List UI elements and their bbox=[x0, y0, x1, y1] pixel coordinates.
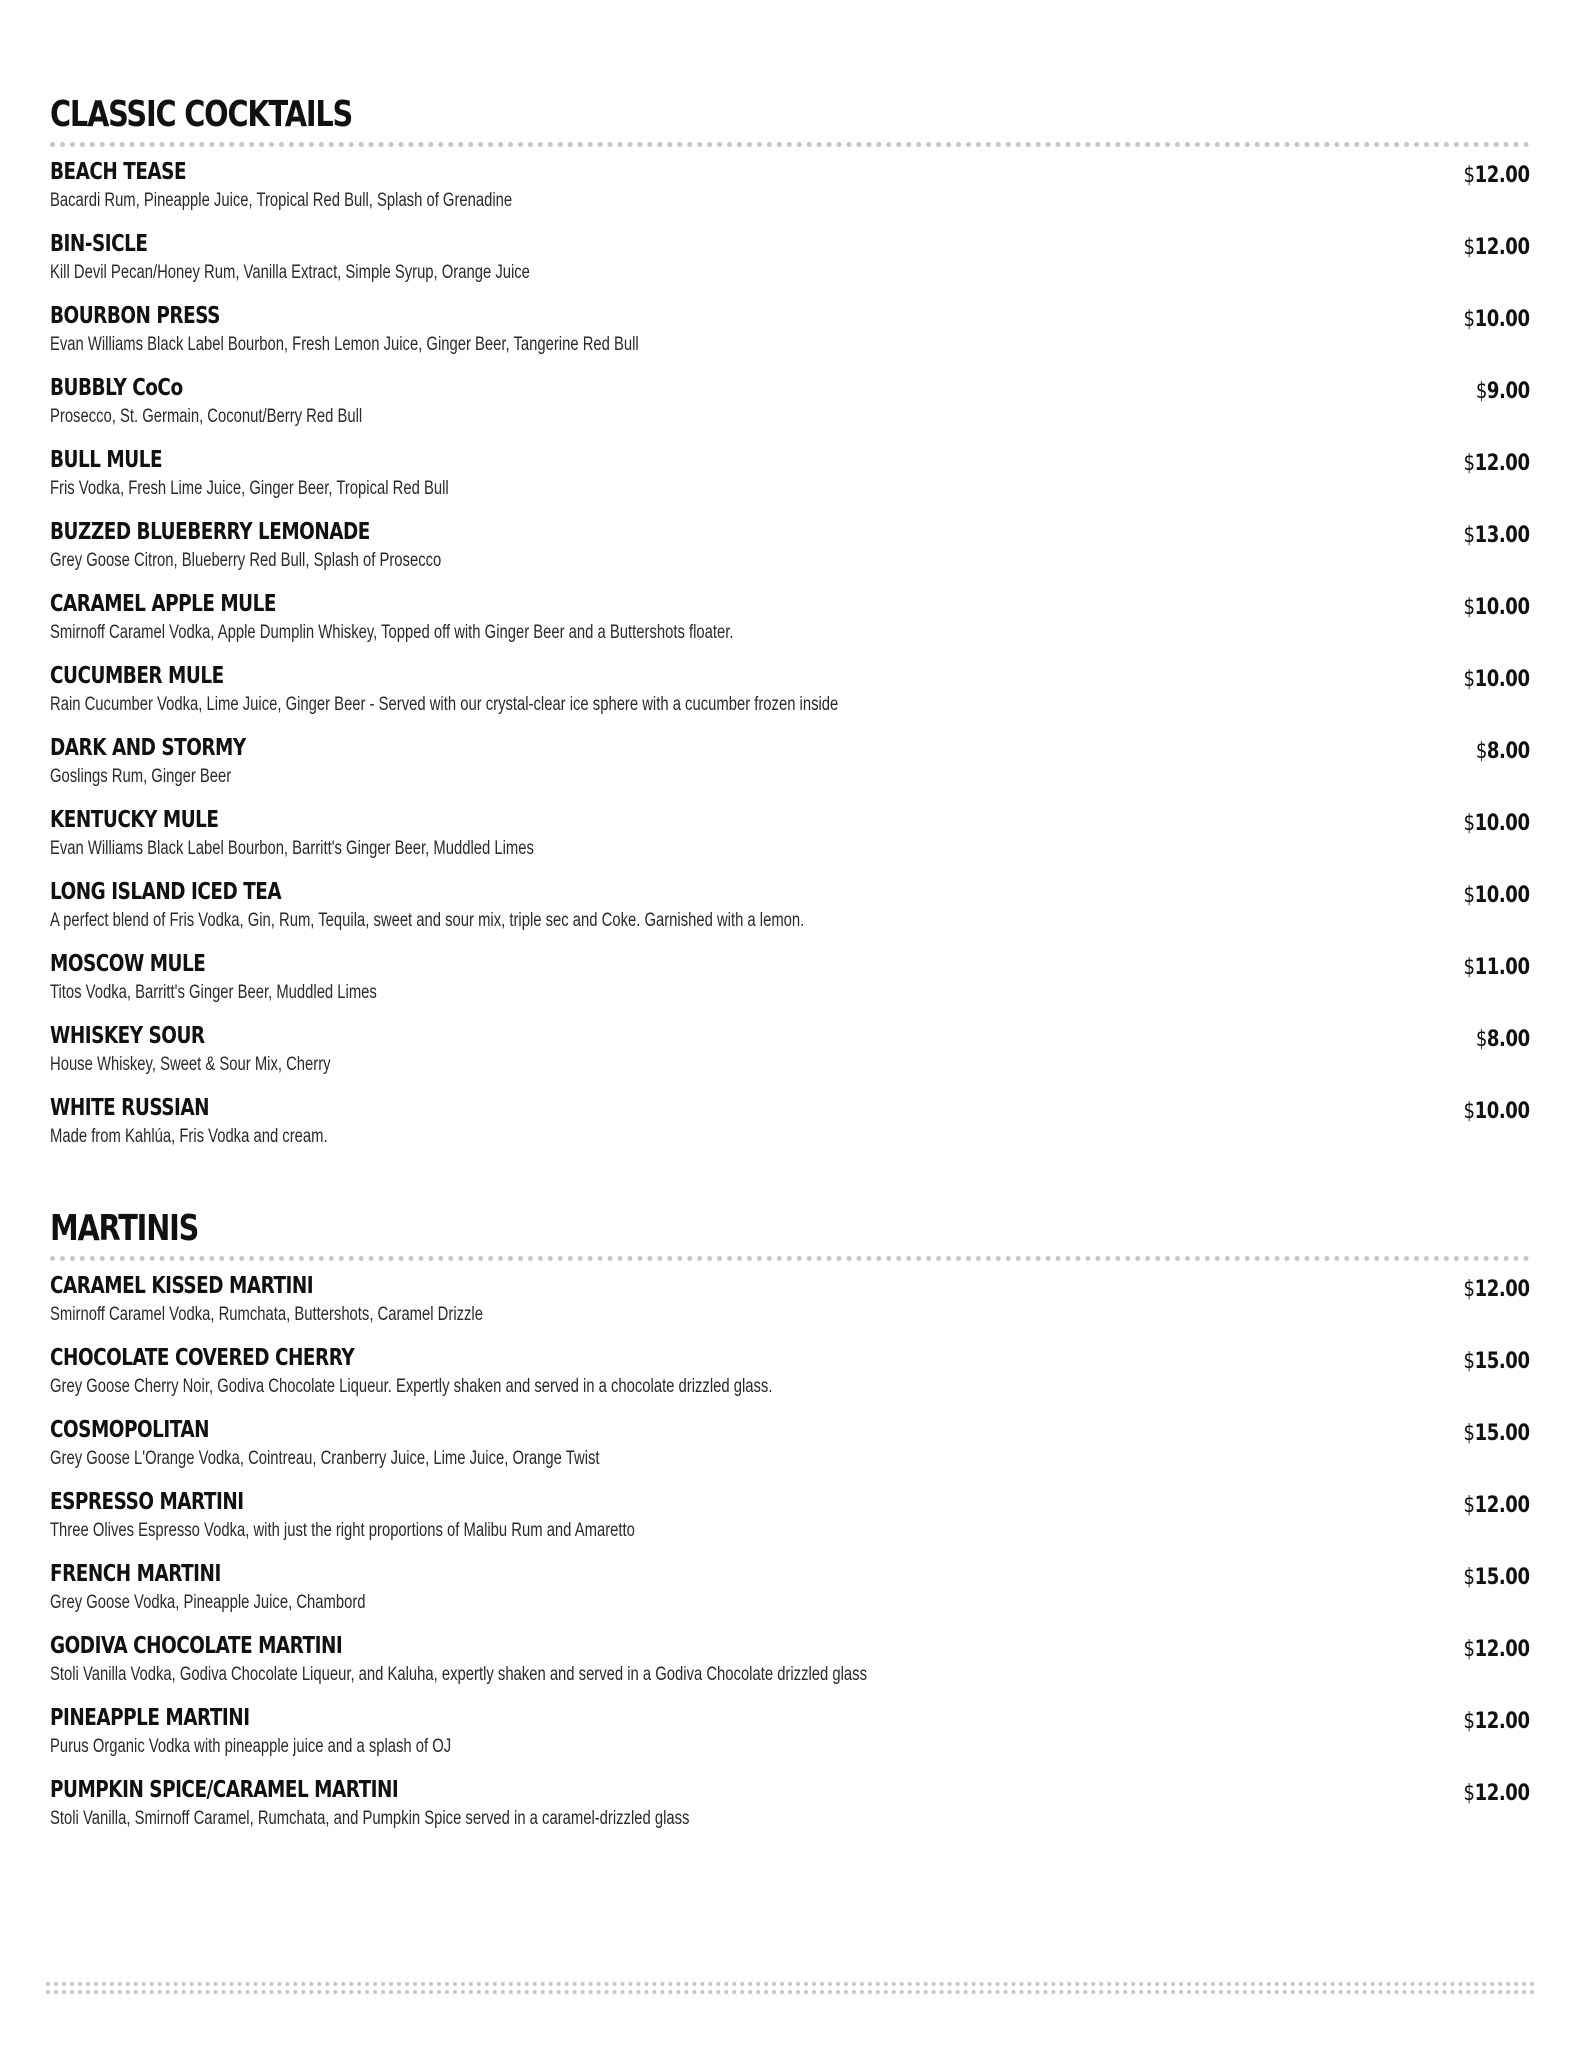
menu-item-price bbox=[1464, 161, 1530, 191]
menu-item-name: DARK AND STORMY bbox=[50, 735, 246, 761]
menu-item-name: KENTUCKY MULE bbox=[50, 807, 219, 833]
currency-symbol: $ bbox=[1463, 667, 1475, 692]
price-value: 12.00 bbox=[1474, 1709, 1530, 1734]
menu-item-name: PUMPKIN SPICE/CARAMEL MARTINI bbox=[50, 1777, 399, 1803]
menu-item-price bbox=[1464, 1419, 1530, 1449]
menu-item-name: BEACH TEASE bbox=[50, 159, 187, 185]
menu-item bbox=[50, 1487, 1530, 1559]
menu-item-name: CARAMEL APPLE MULE bbox=[50, 591, 276, 617]
menu-item-description: Stoli Vanilla, Smirnoff Caramel, Rumchata, and Pumpkin Spice served in a caramel-drizzled glass bbox=[50, 1808, 690, 1829]
menu-item-name: BIN-SICLE bbox=[50, 231, 148, 257]
menu-item-price bbox=[1464, 1491, 1530, 1521]
price-value: 12.00 bbox=[1474, 235, 1530, 260]
menu-item-price bbox=[1464, 449, 1530, 479]
menu-item-price bbox=[1464, 593, 1530, 623]
price-value: 12.00 bbox=[1474, 1637, 1530, 1662]
menu-item bbox=[50, 1631, 1530, 1703]
menu-item-name: CHOCOLATE COVERED CHERRY bbox=[50, 1345, 355, 1371]
menu-item-price bbox=[1464, 1275, 1530, 1305]
menu-item bbox=[50, 1021, 1530, 1093]
menu-item-description: Purus Organic Vodka with pineapple juice and a splash of OJ bbox=[50, 1736, 452, 1757]
menu-item-name: BUBBLY CoCo bbox=[50, 375, 183, 401]
menu-item-name: CUCUMBER MULE bbox=[50, 663, 224, 689]
menu-item-name: ESPRESSO MARTINI bbox=[50, 1489, 244, 1515]
price-value: 10.00 bbox=[1474, 811, 1530, 836]
menu-item bbox=[50, 1271, 1530, 1343]
menu-item-description: Stoli Vanilla Vodka, Godiva Chocolate Liqueur, and Kaluha, expertly shaken and served in a Godiva Chocolate drizzled glass bbox=[50, 1664, 867, 1685]
menu-item-description: Goslings Rum, Ginger Beer bbox=[50, 766, 232, 787]
section-title: CLASSIC COCKTAILS bbox=[50, 94, 353, 135]
menu-item bbox=[50, 1559, 1530, 1631]
menu-item-name: FRENCH MARTINI bbox=[50, 1561, 221, 1587]
section-divider bbox=[50, 1256, 1530, 1261]
menu-item-name: WHISKEY SOUR bbox=[50, 1023, 205, 1049]
price-value: 15.00 bbox=[1474, 1565, 1530, 1590]
menu-item-description: Rain Cucumber Vodka, Lime Juice, Ginger Beer - Served with our crystal-clear ice sphere with a cucumber frozen inside bbox=[50, 694, 839, 715]
menu-item-list bbox=[50, 1271, 1530, 1847]
menu-item bbox=[50, 805, 1530, 877]
martinis-section bbox=[50, 1206, 1530, 1847]
currency-symbol: $ bbox=[1463, 235, 1475, 260]
price-value: 12.00 bbox=[1474, 1277, 1530, 1302]
menu-item-price bbox=[1476, 737, 1530, 767]
currency-symbol: $ bbox=[1463, 1709, 1475, 1734]
currency-symbol: $ bbox=[1476, 1027, 1488, 1052]
currency-symbol: $ bbox=[1463, 955, 1475, 980]
currency-symbol: $ bbox=[1463, 523, 1475, 548]
menu-item-name: GODIVA CHOCOLATE MARTINI bbox=[50, 1633, 343, 1659]
price-value: 12.00 bbox=[1474, 1781, 1530, 1806]
currency-symbol: $ bbox=[1463, 1493, 1475, 1518]
menu-item bbox=[50, 589, 1530, 661]
currency-symbol: $ bbox=[1463, 595, 1475, 620]
price-value: 10.00 bbox=[1474, 1099, 1530, 1124]
price-value: 15.00 bbox=[1474, 1421, 1530, 1446]
currency-symbol: $ bbox=[1463, 163, 1475, 188]
menu-item bbox=[50, 517, 1530, 589]
price-value: 12.00 bbox=[1474, 451, 1530, 476]
menu-item bbox=[50, 301, 1530, 373]
footer-divider bbox=[46, 1982, 1536, 1986]
price-value: 11.00 bbox=[1474, 955, 1530, 980]
currency-symbol: $ bbox=[1463, 883, 1475, 908]
price-value: 10.00 bbox=[1474, 595, 1530, 620]
menu-item bbox=[50, 661, 1530, 733]
currency-symbol: $ bbox=[1463, 1099, 1475, 1124]
menu-item-price bbox=[1464, 1347, 1530, 1377]
menu-item bbox=[50, 1093, 1530, 1165]
price-value: 15.00 bbox=[1474, 1349, 1530, 1374]
menu-item-description: Prosecco, St. Germain, Coconut/Berry Red Bull bbox=[50, 406, 363, 427]
menu-item-description: Evan Williams Black Label Bourbon, Barritt's Ginger Beer, Muddled Limes bbox=[50, 838, 534, 859]
currency-symbol: $ bbox=[1476, 739, 1488, 764]
menu-item bbox=[50, 229, 1530, 301]
currency-symbol: $ bbox=[1476, 379, 1488, 404]
price-value: 12.00 bbox=[1474, 163, 1530, 188]
menu-item-price bbox=[1476, 1025, 1530, 1055]
menu-item-description: House Whiskey, Sweet & Sour Mix, Cherry bbox=[50, 1054, 331, 1075]
menu-item-name: CARAMEL KISSED MARTINI bbox=[50, 1273, 314, 1299]
menu-item bbox=[50, 877, 1530, 949]
menu-item bbox=[50, 1415, 1530, 1487]
menu-item-description: Bacardi Rum, Pineapple Juice, Tropical Red Bull, Splash of Grenadine bbox=[50, 190, 513, 211]
menu-item-price bbox=[1464, 305, 1530, 335]
menu-item-price bbox=[1464, 809, 1530, 839]
currency-symbol: $ bbox=[1463, 307, 1475, 332]
menu-item bbox=[50, 1703, 1530, 1775]
menu-item-description: Smirnoff Caramel Vodka, Apple Dumplin Whiskey, Topped off with Ginger Beer and a Buttershots floater. bbox=[50, 622, 734, 643]
menu-item-description: Three Olives Espresso Vodka, with just the right proportions of Malibu Rum and Amaretto bbox=[50, 1520, 635, 1541]
menu-item-price bbox=[1464, 881, 1530, 911]
menu-item-price bbox=[1464, 1097, 1530, 1127]
price-value: 9.00 bbox=[1487, 379, 1530, 404]
menu-item-description: Smirnoff Caramel Vodka, Rumchata, Buttershots, Caramel Drizzle bbox=[50, 1304, 483, 1325]
menu-item-name: WHITE RUSSIAN bbox=[50, 1095, 210, 1121]
currency-symbol: $ bbox=[1463, 451, 1475, 476]
currency-symbol: $ bbox=[1463, 811, 1475, 836]
menu-item-name: BULL MULE bbox=[50, 447, 163, 473]
menu-item-name: LONG ISLAND ICED TEA bbox=[50, 879, 282, 905]
menu-item-price bbox=[1464, 1635, 1530, 1665]
menu-item-list bbox=[50, 157, 1530, 1165]
price-value: 13.00 bbox=[1474, 523, 1530, 548]
menu-item-name: COSMOPOLITAN bbox=[50, 1417, 210, 1443]
currency-symbol: $ bbox=[1463, 1277, 1475, 1302]
price-value: 10.00 bbox=[1474, 883, 1530, 908]
price-value: 10.00 bbox=[1474, 667, 1530, 692]
menu-item-description: Grey Goose L'Orange Vodka, Cointreau, Cranberry Juice, Lime Juice, Orange Twist bbox=[50, 1448, 600, 1469]
menu-item-name: PINEAPPLE MARTINI bbox=[50, 1705, 250, 1731]
menu-item-price bbox=[1476, 377, 1530, 407]
menu-item-price bbox=[1464, 1779, 1530, 1809]
currency-symbol: $ bbox=[1463, 1349, 1475, 1374]
menu-item-price bbox=[1464, 233, 1530, 263]
menu-item-description: A perfect blend of Fris Vodka, Gin, Rum, Tequila, sweet and sour mix, triple sec and Coke. Garnished with a lemon. bbox=[50, 910, 805, 931]
currency-symbol: $ bbox=[1463, 1565, 1475, 1590]
menu-item-description: Titos Vodka, Barritt's Ginger Beer, Muddled Limes bbox=[50, 982, 377, 1003]
currency-symbol: $ bbox=[1463, 1781, 1475, 1806]
menu-item-description: Grey Goose Citron, Blueberry Red Bull, Splash of Prosecco bbox=[50, 550, 442, 571]
classic-cocktails-section bbox=[50, 92, 1530, 1165]
menu-item-description: Grey Goose Vodka, Pineapple Juice, Chambord bbox=[50, 1592, 366, 1613]
menu-item-price bbox=[1464, 665, 1530, 695]
menu-item-name: BOURBON PRESS bbox=[50, 303, 220, 329]
menu-item-description: Evan Williams Black Label Bourbon, Fresh Lemon Juice, Ginger Beer, Tangerine Red Bull bbox=[50, 334, 639, 355]
menu-item-description: Grey Goose Cherry Noir, Godiva Chocolate Liqueur. Expertly shaken and served in a chocolate drizzled glass. bbox=[50, 1376, 773, 1397]
menu-item-description: Made from Kahlúa, Fris Vodka and cream. bbox=[50, 1126, 328, 1147]
menu-item-price bbox=[1464, 1563, 1530, 1593]
menu-item bbox=[50, 949, 1530, 1021]
price-value: 10.00 bbox=[1474, 307, 1530, 332]
menu-item-description: Kill Devil Pecan/Honey Rum, Vanilla Extract, Simple Syrup, Orange Juice bbox=[50, 262, 530, 283]
menu-item bbox=[50, 157, 1530, 229]
section-title: MARTINIS bbox=[50, 1208, 199, 1249]
menu-item bbox=[50, 1775, 1530, 1847]
menu-item bbox=[50, 373, 1530, 445]
menu-item-price bbox=[1464, 521, 1530, 551]
menu-item-price bbox=[1464, 1707, 1530, 1737]
currency-symbol: $ bbox=[1463, 1637, 1475, 1662]
price-value: 8.00 bbox=[1487, 1027, 1530, 1052]
menu-item-price bbox=[1464, 953, 1530, 983]
menu-item bbox=[50, 445, 1530, 517]
price-value: 12.00 bbox=[1474, 1493, 1530, 1518]
menu-item bbox=[50, 733, 1530, 805]
menu-item-name: MOSCOW MULE bbox=[50, 951, 206, 977]
footer-divider bbox=[46, 1990, 1536, 1994]
menu-item-description: Fris Vodka, Fresh Lime Juice, Ginger Beer, Tropical Red Bull bbox=[50, 478, 449, 499]
section-divider bbox=[50, 142, 1530, 147]
menu-item-name: BUZZED BLUEBERRY LEMONADE bbox=[50, 519, 370, 545]
price-value: 8.00 bbox=[1487, 739, 1530, 764]
currency-symbol: $ bbox=[1463, 1421, 1475, 1446]
menu-item bbox=[50, 1343, 1530, 1415]
